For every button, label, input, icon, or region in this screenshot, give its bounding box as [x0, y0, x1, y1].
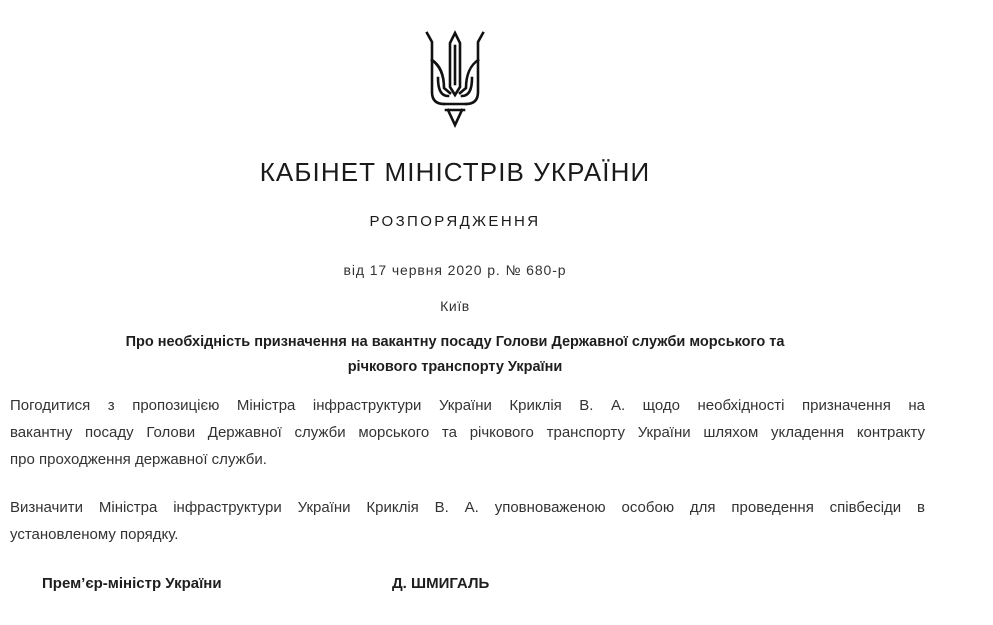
signatory-position: Прем’єр-міністр України [42, 575, 222, 592]
trident-icon [424, 30, 486, 128]
document-date-number: від 17 червня 2020 р. № 680-р [343, 262, 567, 278]
paragraph-line: Визначити Міністра інфраструктури України Криклія В. А. уповноваженою особою для проведення співбесіди в [10, 499, 925, 516]
document-type: РОЗПОРЯДЖЕННЯ [369, 213, 541, 230]
paragraph-line: установленому порядку. [10, 526, 179, 543]
document-title-line: річкового транспорту України [347, 359, 563, 375]
document-title-line: Про необхідність призначення на вакантну посаду Голови Державної служби морського та [125, 334, 785, 350]
document-title [0, 330, 910, 380]
paragraph-line: вакантну посаду Голови Державної служби морського та річкового транспорту України шляхом укладення контракту [10, 424, 925, 441]
paragraph-line: про проходження державної служби. [10, 451, 267, 468]
document-city: Київ [440, 298, 470, 314]
body-paragraph [10, 392, 925, 473]
paragraph-line: Погодитися з пропозицією Міністра інфраструктури України Криклія В. А. щодо необхідності призначення на [10, 397, 925, 414]
issuing-authority: КАБІНЕТ МІНІСТРІВ УКРАЇНИ [259, 157, 651, 187]
body-paragraph [10, 494, 925, 548]
signatory-name: Д. ШМИГАЛЬ [392, 575, 490, 592]
